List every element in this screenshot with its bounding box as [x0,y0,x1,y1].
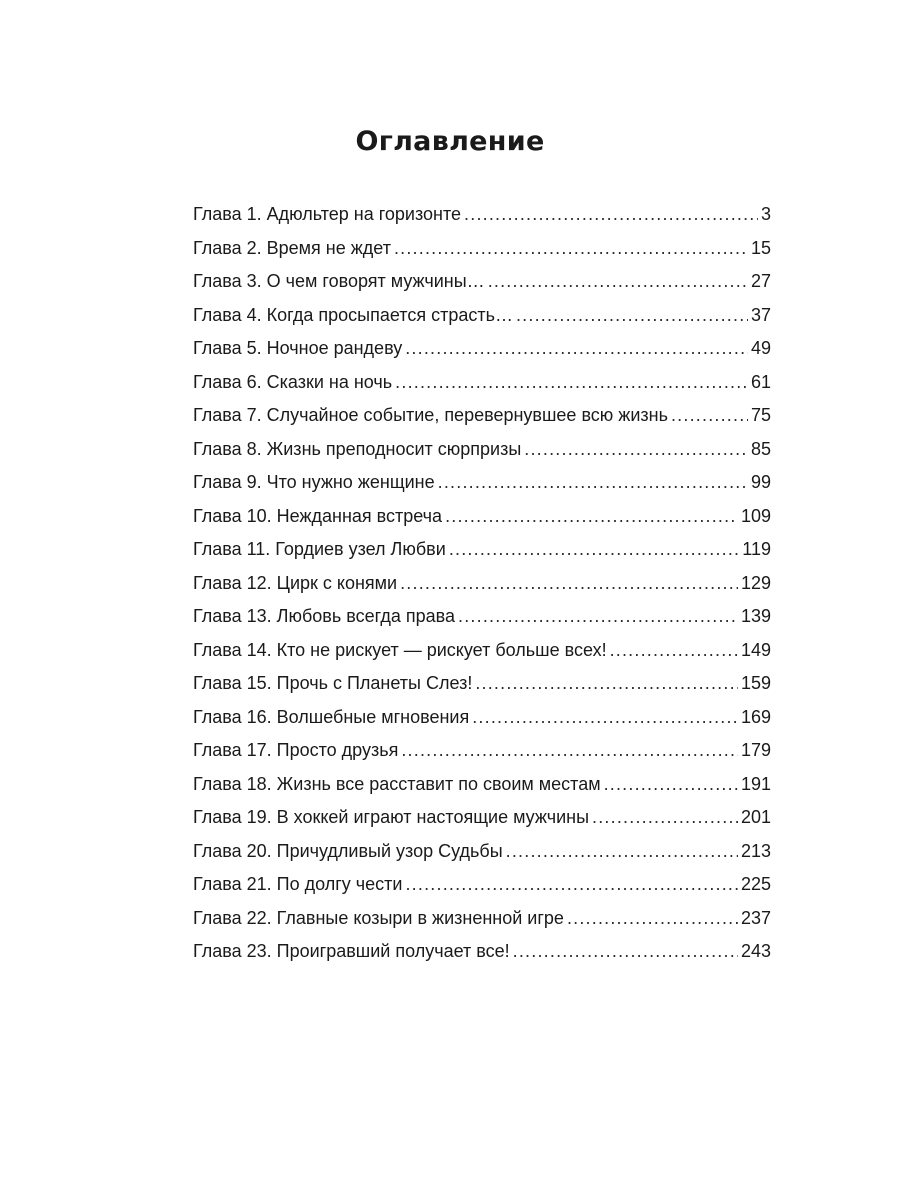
toc-dot-leader [438,466,748,500]
toc-entry-title: Глава 5. Ночное рандеву [193,338,403,358]
toc-entry-title: Глава 11. Гордиев узел Любви [193,539,446,559]
toc-entry[interactable] [193,366,771,400]
toc-entry[interactable] [193,198,771,232]
toc-entry-title: Глава 8. Жизнь преподносит сюрпризы [193,438,522,459]
toc-entry-page: 49 [750,338,771,358]
toc-entry[interactable] [193,734,771,768]
toc-dot-leader [488,265,748,299]
toc-entry-page: 119 [742,539,771,559]
toc-dot-leader [400,567,738,601]
toc-entry[interactable] [193,868,771,902]
toc-dot-leader [567,902,738,936]
toc-entry-title: Глава 13. Любовь всегда права [193,606,456,626]
toc-entry-page: 159 [740,673,771,693]
toc-entry-page: 179 [740,740,771,760]
toc-entry-page: 129 [740,572,771,593]
toc-entry[interactable] [193,835,771,869]
toc-dot-leader [401,734,738,768]
toc-entry-page: 75 [750,405,771,425]
toc-entry-title: Глава 18. Жизнь все расставит по своим местам [193,773,601,794]
toc-entry-page: 191 [740,773,771,794]
toc-entry-title: Глава 22. Главные козыри в жизненной игре [193,907,564,928]
toc-entry-title: Глава 23. Проигравший получает все! [193,941,510,961]
toc-entry[interactable] [193,634,771,668]
toc-dot-leader [445,500,738,534]
toc-dot-leader [592,801,738,835]
toc-entry[interactable] [193,299,771,333]
toc-entry[interactable] [193,466,771,500]
toc-dot-leader [472,701,738,735]
toc-dot-leader [395,366,748,400]
toc-entry-title: Глава 12. Цирк с конями [193,572,398,593]
toc-dot-leader [506,835,738,869]
toc-entry-title: Глава 9. Что нужно женщине [193,472,435,492]
toc-entry-title: Глава 14. Кто не рискует — рискует больше всех! [193,639,607,660]
toc-entry-title: Глава 2. Время не ждет [193,237,391,258]
toc-entry-title: Глава 21. По долгу чести [193,874,403,894]
toc-dot-leader [524,433,748,467]
toc-dot-leader [610,634,738,668]
toc-entry-page: 201 [740,807,771,827]
toc-entry-title: Глава 20. Причудливый узор Судьбы [193,840,503,861]
toc-entry-page: 109 [740,505,771,526]
toc-entry-title: Глава 7. Случайное событие, перевернувшее всю жизнь [193,405,668,425]
toc-entry-page: 243 [740,941,771,961]
table-of-contents [193,198,771,969]
toc-entry-title: Глава 4. Когда просыпается страсть… [193,304,513,325]
page-title: Оглавление [355,126,545,157]
toc-dot-leader [405,868,737,902]
toc-entry[interactable] [193,768,771,802]
toc-dot-leader [513,935,738,969]
toc-dot-leader [604,768,738,802]
toc-dot-leader [405,332,748,366]
toc-entry-page: 15 [750,237,771,258]
toc-entry-page: 225 [740,874,771,894]
toc-entry-title: Глава 15. Прочь с Планеты Слез! [193,673,473,693]
toc-entry[interactable] [193,500,771,534]
toc-entry[interactable] [193,600,771,634]
toc-entry[interactable] [193,399,771,433]
toc-dot-leader [671,399,748,433]
toc-entry-page: 169 [740,706,771,727]
toc-dot-leader [516,299,748,333]
toc-entry-page: 85 [750,438,771,459]
toc-entry[interactable] [193,935,771,969]
toc-entry[interactable] [193,902,771,936]
toc-entry-title: Глава 1. Адюльтер на горизонте [193,204,462,224]
toc-dot-leader [475,667,738,701]
toc-dot-leader [464,198,758,232]
toc-entry-title: Глава 19. В хоккей играют настоящие мужчины [193,807,590,827]
toc-entry-page: 237 [740,907,771,928]
toc-dot-leader [394,232,748,266]
toc-entry-title: Глава 10. Нежданная встреча [193,505,443,526]
toc-entry-page: 27 [750,271,771,291]
toc-entry[interactable] [193,667,771,701]
toc-entry[interactable] [193,332,771,366]
toc-entry-page: 149 [740,639,771,660]
toc-entry[interactable] [193,265,771,299]
toc-entry-page: 213 [740,840,771,861]
toc-entry-title: Глава 3. О чем говорят мужчины… [193,271,485,291]
toc-entry-page: 61 [750,371,771,392]
toc-entry[interactable] [193,533,771,567]
toc-entry-title: Глава 17. Просто друзья [193,740,399,760]
toc-dot-leader [449,533,739,567]
toc-entry-title: Глава 16. Волшебные мгновения [193,706,470,727]
toc-entry[interactable] [193,433,771,467]
toc-entry[interactable] [193,801,771,835]
toc-entry-page: 99 [750,472,771,492]
toc-entry-page: 37 [750,304,771,325]
toc-entry[interactable] [193,232,771,266]
toc-entry[interactable] [193,701,771,735]
toc-entry[interactable] [193,567,771,601]
toc-entry-page: 139 [740,606,771,626]
toc-entry-title: Глава 6. Сказки на ночь [193,371,393,392]
toc-entry-page: 3 [760,204,771,224]
toc-dot-leader [458,600,738,634]
